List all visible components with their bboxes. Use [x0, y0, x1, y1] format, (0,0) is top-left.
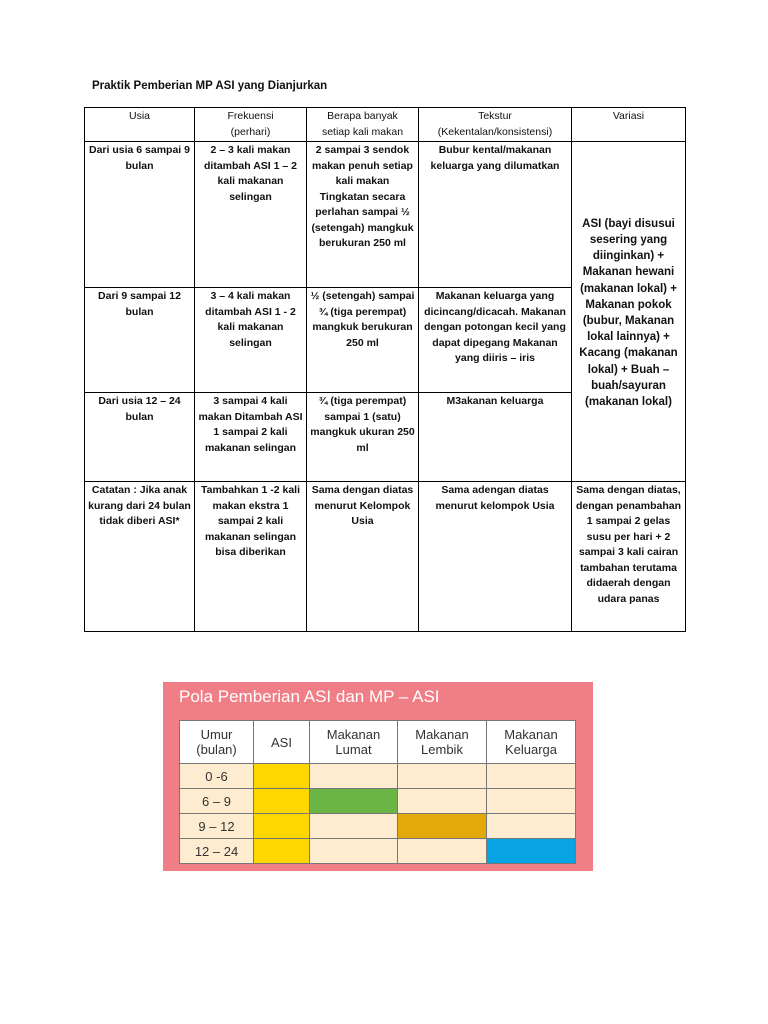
cell-usia: Dari 9 sampai 12 bulan	[85, 288, 195, 393]
cell-banyak: ½ (setengah) sampai ¾ (tiga perempat) mangkuk berukuran 250 ml	[307, 288, 419, 393]
cell-catatan-tekstur: Sama adengan diatas menurut kelompok Usia	[419, 482, 572, 632]
cell-frekuensi: 3 – 4 kali makan ditambah ASI 1 - 2 kali makanan selingan	[195, 288, 307, 393]
cell-usia: Dari usia 12 – 24 bulan	[85, 393, 195, 482]
cell-catatan-usia: Catatan : Jika anak kurang dari 24 bulan tidak diberi ASI*	[85, 482, 195, 632]
table-row-catatan	[85, 482, 686, 632]
pola-umur-label: 9 – 12	[180, 814, 254, 839]
cell-catatan-variasi: Sama dengan diatas, dengan penambahan 1 sampai 2 gelas susu per hari + 2 sampai 3 kali cairan tambahan terutama didaerah dengan udara panas	[572, 482, 686, 632]
pola-pemberian-infographic	[163, 682, 593, 871]
header-usia: Usia	[85, 108, 195, 142]
pola-cell-keluarga-empty	[487, 764, 576, 789]
pola-cell-lumat-filled	[310, 789, 398, 814]
pola-cell-lembik-filled	[398, 814, 487, 839]
pola-header-lumat: Makanan Lumat	[310, 721, 398, 764]
header-tekstur: Tekstur (Kekentalan/konsistensi)	[419, 108, 572, 142]
cell-banyak: ¾ (tiga perempat) sampai 1 (satu) mangkuk ukuran 250 ml	[307, 393, 419, 482]
pola-umur-label: 12 – 24	[180, 839, 254, 864]
mp-asi-table	[84, 107, 686, 632]
pola-cell-lembik-empty	[398, 839, 487, 864]
pola-cell-lumat-empty	[310, 764, 398, 789]
pola-cell-keluarga-filled	[487, 839, 576, 864]
table-header-row	[85, 108, 686, 142]
cell-frekuensi: 3 sampai 4 kali makan Ditambah ASI 1 sampai 2 kali makanan selingan	[195, 393, 307, 482]
pola-grid	[179, 720, 576, 864]
pola-cell-asi-filled	[254, 839, 310, 864]
cell-catatan-banyak: Sama dengan diatas menurut Kelompok Usia	[307, 482, 419, 632]
pola-cell-lumat-empty	[310, 839, 398, 864]
cell-usia: Dari usia 6 sampai 9 bulan	[85, 142, 195, 288]
header-frekuensi: Frekuensi (perhari)	[195, 108, 307, 142]
header-variasi: Variasi	[572, 108, 686, 142]
pola-cell-lembik-empty	[398, 789, 487, 814]
cell-tekstur: M3akanan keluarga	[419, 393, 572, 482]
pola-umur-label: 0 -6	[180, 764, 254, 789]
cell-tekstur: Makanan keluarga yang dicincang/dicacah. Makanan dengan potongan kecil yang dapat dipegang Makanan yang diiris – iris	[419, 288, 572, 393]
cell-banyak: 2 sampai 3 sendok makan penuh setiap kali makan Tingkatan secara perlahan sampai ½ (setengah) mangkuk berukuran 250 ml	[307, 142, 419, 288]
pola-cell-keluarga-empty	[487, 814, 576, 839]
cell-variasi: ASI (bayi disusui sesering yang diinginkan) + Makanan hewani (makanan lokal) + Makanan pokok (bubur, Makanan lokal lainnya) + Kacang (makanan lokal) + Buah – buah/sayuran (makanan lokal)	[572, 142, 686, 482]
document-title: Praktik Pemberian MP ASI yang Dianjurkan	[92, 80, 328, 92]
cell-tekstur: Bubur kental/makanan keluarga yang dilumatkan	[419, 142, 572, 288]
pola-cell-lumat-empty	[310, 814, 398, 839]
pola-row	[180, 764, 576, 789]
pola-header-row	[180, 721, 576, 764]
pola-header-keluarga: Makanan Keluarga	[487, 721, 576, 764]
table-row	[85, 142, 686, 288]
pola-cell-keluarga-empty	[487, 789, 576, 814]
pola-row	[180, 839, 576, 864]
pola-cell-asi-filled	[254, 764, 310, 789]
pola-cell-asi-filled	[254, 789, 310, 814]
pola-header-asi: ASI	[254, 721, 310, 764]
pola-header-umur: Umur (bulan)	[180, 721, 254, 764]
cell-frekuensi: 2 – 3 kali makan ditambah ASI 1 – 2 kali makanan selingan	[195, 142, 307, 288]
pola-title: Pola Pemberian ASI dan MP – ASI	[179, 687, 440, 706]
pola-row	[180, 814, 576, 839]
pola-row	[180, 789, 576, 814]
header-banyak: Berapa banyak setiap kali makan	[307, 108, 419, 142]
cell-catatan-frekuensi: Tambahkan 1 -2 kali makan ekstra 1 sampai 2 kali makanan selingan bisa diberikan	[195, 482, 307, 632]
pola-cell-lembik-empty	[398, 764, 487, 789]
pola-cell-asi-filled	[254, 814, 310, 839]
pola-umur-label: 6 – 9	[180, 789, 254, 814]
pola-header-lembik: Makanan Lembik	[398, 721, 487, 764]
